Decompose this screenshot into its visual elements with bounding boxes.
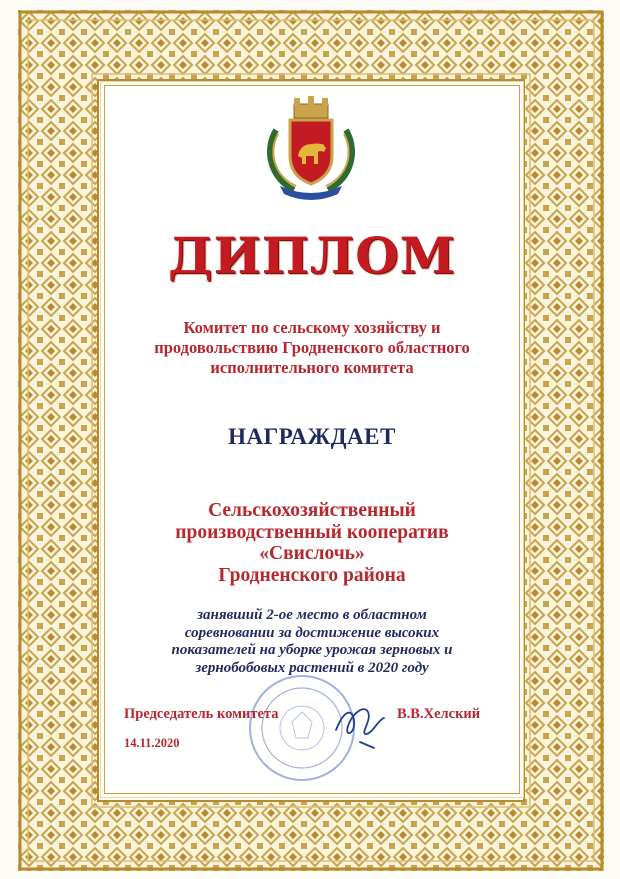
reason-line: соревновании за достижение высоких (184, 624, 440, 641)
reason-line: зернобобовых растений в 2020 году (195, 659, 429, 676)
issuer-line: исполнительного комитета (210, 358, 414, 377)
coat-of-arms-icon (258, 90, 364, 200)
recipient-line: Гродненского района (218, 564, 406, 586)
issue-date: 14.11.2020 (124, 736, 180, 750)
recipient-line: Сельскохозяйственный (208, 500, 416, 521)
awards-heading: НАГРАЖДАЕТ (228, 424, 396, 449)
signatory-title: Председатель комитета (124, 706, 279, 722)
award-reason (104, 607, 520, 677)
reason-line: занявший 2-ое место в областном (197, 607, 427, 623)
reason-line: показателей на уборке урожая зерновых и (171, 642, 453, 658)
recipient-line: производственный кооператив (175, 521, 449, 543)
recipient-name (104, 500, 520, 586)
signatory-name: В.В.Хелский (397, 706, 481, 722)
recipient-line: «Свислочь» (259, 543, 365, 564)
issuer-line: Комитет по сельскому хозяйству и (183, 318, 441, 337)
diploma-title: ДИПЛОМ (167, 226, 457, 285)
issuer-line: продовольствию Гродненского областного (154, 338, 470, 357)
signature-icon (330, 690, 390, 750)
issuer-committee (104, 318, 520, 378)
